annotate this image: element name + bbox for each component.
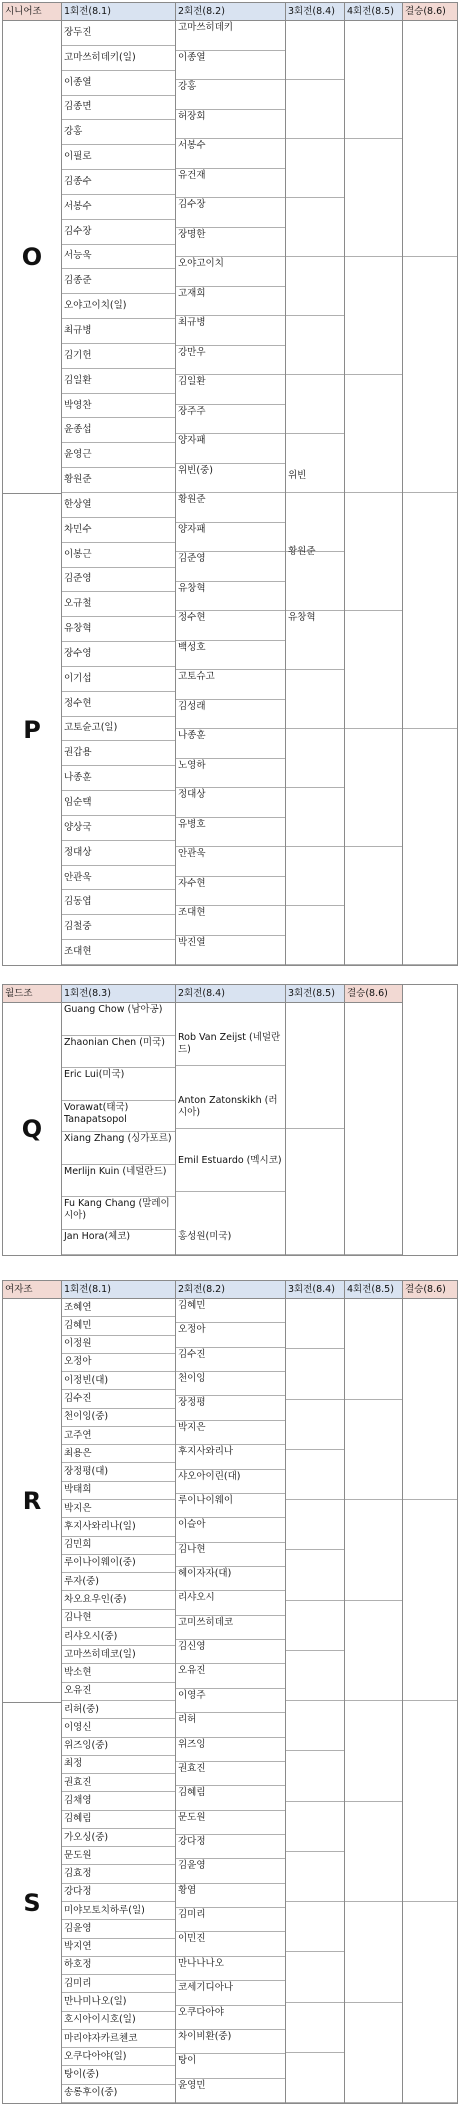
bracket-cell bbox=[286, 847, 344, 906]
player-cell: 위빈 bbox=[288, 470, 307, 482]
bracket-cell bbox=[286, 1601, 344, 1651]
player-cell: 김혜림 bbox=[62, 1811, 175, 1829]
player-cell: 강다정 bbox=[176, 1835, 285, 1859]
player-cell: 하호정 bbox=[62, 1957, 175, 1975]
group-r-label: R bbox=[22, 1486, 42, 1515]
player-cell: 후지사와리나 bbox=[176, 1445, 285, 1469]
player-cell: 샤오아이린(대) bbox=[176, 1470, 285, 1494]
women-final-header: 결승(8.6) bbox=[403, 1281, 457, 1299]
player-cell: 정대상 bbox=[176, 788, 285, 818]
player-cell: 후지사와리나(일) bbox=[62, 1518, 175, 1536]
senior-round2-column bbox=[176, 21, 286, 965]
player-cell: 김미리 bbox=[176, 1908, 285, 1932]
player-cell: 문도원 bbox=[176, 1811, 285, 1835]
player-cell: 김동엽 bbox=[62, 890, 175, 915]
player-cell: 박지은 bbox=[62, 1500, 175, 1518]
player-cell: 김윤영 bbox=[176, 1859, 285, 1883]
player-cell: 권효진 bbox=[176, 1762, 285, 1786]
player-cell: 유창혁 bbox=[176, 582, 285, 612]
player-cell: 김신영 bbox=[176, 1640, 285, 1664]
women-table bbox=[2, 1280, 458, 2104]
player-cell: 유창혁 bbox=[288, 612, 316, 623]
player-cell: 권갑용 bbox=[62, 741, 175, 766]
player-cell: 위즈잉 bbox=[176, 1738, 285, 1762]
women-final-column bbox=[403, 1299, 457, 2103]
player-cell: 송롱후이(중) bbox=[62, 2085, 175, 2103]
women-round1-column bbox=[62, 1299, 176, 2103]
player-cell: 이필로 bbox=[62, 145, 175, 170]
player-cell: 만나나나오 bbox=[176, 1957, 285, 1981]
bracket-cell bbox=[286, 729, 344, 788]
group-r-cell bbox=[3, 1299, 62, 1703]
player-cell: 장두진 bbox=[62, 21, 175, 46]
player-cell: 마리야자카르첸코 bbox=[62, 2030, 175, 2048]
player-cell: 김일환 bbox=[62, 369, 175, 394]
bracket-cell bbox=[345, 21, 402, 139]
player-cell: Fu Kang Chang (말레이시아) bbox=[62, 1197, 175, 1230]
player-cell: 장명한 bbox=[176, 228, 285, 258]
player-cell: 박지은 bbox=[176, 1421, 285, 1445]
group-p-cell bbox=[3, 494, 62, 965]
player-cell: Emil Estuardo (멕시코) bbox=[178, 1155, 282, 1166]
bracket-cell bbox=[286, 1500, 344, 1550]
player-cell: 고재희 bbox=[176, 287, 285, 317]
player-cell: 강다정 bbox=[62, 1884, 175, 1902]
player-cell: 서봉수 bbox=[62, 195, 175, 220]
bracket-cell bbox=[345, 139, 402, 257]
bracket-cell bbox=[403, 257, 457, 493]
player-cell: 김수장 bbox=[62, 220, 175, 245]
player-cell: 김준영 bbox=[176, 552, 285, 582]
player-cell: 최정 bbox=[62, 1756, 175, 1774]
player-cell: 오정아 bbox=[176, 1323, 285, 1347]
bracket-cell bbox=[286, 2003, 344, 2053]
player-cell: 강홍 bbox=[62, 120, 175, 145]
player-cell: 고미쓰히데코 bbox=[176, 1616, 285, 1640]
women-round4-column bbox=[345, 1299, 403, 2103]
player-cell: 장수영 bbox=[62, 642, 175, 667]
player-cell: 차이비환(중) bbox=[176, 2030, 285, 2054]
women-r2-header: 2회전(8.2) bbox=[176, 1281, 286, 1299]
player-cell: 고마쓰히데코(일) bbox=[62, 1646, 175, 1664]
player-cell: 미야모토치하루(일) bbox=[62, 1902, 175, 1920]
bracket-cell bbox=[286, 316, 344, 375]
bracket-cell bbox=[345, 1601, 402, 1702]
player-cell: 강만우 bbox=[176, 346, 285, 376]
world-r3-header: 3회전(8.5) bbox=[286, 985, 345, 1003]
player-cell: 이기섭 bbox=[62, 667, 175, 692]
senior-title: 시니어조 bbox=[3, 3, 62, 21]
player-cell: 김수진 bbox=[62, 1390, 175, 1408]
player-cell: 탕이 bbox=[176, 2054, 285, 2078]
player-cell: 장주주 bbox=[176, 405, 285, 435]
player-cell: 김미리 bbox=[62, 1975, 175, 1993]
player-cell: Vorawat(태국) Tanapatsopol bbox=[62, 1101, 175, 1133]
bracket-cell bbox=[286, 1651, 344, 1701]
player-cell: 황원준 bbox=[176, 493, 285, 523]
bracket-cell bbox=[286, 906, 344, 965]
player-cell: Rob Van Zeijst (네덜란드) bbox=[178, 1032, 281, 1055]
player-cell: 윤영근 bbox=[62, 443, 175, 468]
group-q-cell bbox=[3, 1003, 62, 1255]
senior-r3-header: 3회전(8.4) bbox=[286, 3, 345, 21]
bracket-cell bbox=[345, 1500, 402, 1601]
bracket-cell bbox=[286, 670, 344, 729]
player-cell: Guang Chow (남아공) bbox=[62, 1003, 175, 1036]
senior-table bbox=[2, 2, 458, 966]
senior-final-header: 결승(8.6) bbox=[403, 3, 457, 21]
player-cell: 장정평(대) bbox=[62, 1463, 175, 1481]
bracket-cell bbox=[403, 1701, 457, 1902]
women-title: 여자조 bbox=[3, 1281, 62, 1299]
player-cell: 고토슈고 bbox=[176, 670, 285, 700]
bracket-cell bbox=[403, 1500, 457, 1701]
player-cell: 정수현 bbox=[62, 692, 175, 717]
bracket-cell bbox=[345, 257, 402, 375]
player-cell: 김혜민 bbox=[176, 1299, 285, 1323]
senior-final-column bbox=[403, 21, 457, 965]
player-cell: 김나현 bbox=[62, 1610, 175, 1628]
player-cell: 리샤오시(중) bbox=[62, 1628, 175, 1646]
bracket-cell bbox=[345, 1802, 402, 1903]
bracket-cell bbox=[286, 1003, 344, 1129]
bracket-cell bbox=[345, 1400, 402, 1501]
player-cell: 리샤오시 bbox=[176, 1591, 285, 1615]
player-cell: 황원준 bbox=[62, 468, 175, 493]
world-final-column bbox=[345, 1003, 403, 1255]
player-cell: 이슬아 bbox=[176, 1518, 285, 1542]
player-cell: 임순택 bbox=[62, 791, 175, 816]
player-cell: 강홍 bbox=[176, 80, 285, 110]
women-r4-header: 4회전(8.5) bbox=[345, 1281, 403, 1299]
women-round2-column bbox=[176, 1299, 286, 2103]
world-round2-column bbox=[176, 1003, 286, 1255]
women-round3-column bbox=[286, 1299, 345, 2103]
player-cell: 이정빈(대) bbox=[62, 1372, 175, 1390]
player-cell: 나종훈 bbox=[62, 766, 175, 791]
bracket-cell bbox=[345, 847, 402, 965]
bracket-cell bbox=[286, 1701, 344, 1751]
player-cell: 오유진 bbox=[62, 1683, 175, 1701]
bracket-cell bbox=[286, 375, 344, 434]
senior-r2-header: 2회전(8.2) bbox=[176, 3, 286, 21]
player-cell: 안관욱 bbox=[62, 866, 175, 891]
player-cell: 김준영 bbox=[62, 568, 175, 593]
player-cell: 탕이(중) bbox=[62, 2066, 175, 2084]
player-cell: 윤종섭 bbox=[62, 418, 175, 443]
player-cell: Xiang Zhang (싱가포르) bbox=[62, 1132, 175, 1165]
player-cell: 조대현 bbox=[176, 906, 285, 936]
player-cell: 오야고이치 bbox=[176, 257, 285, 287]
world-r2-header: 2회전(8.4) bbox=[176, 985, 286, 1003]
player-cell: 자수현 bbox=[176, 877, 285, 907]
bracket-cell bbox=[286, 1802, 344, 1852]
player-cell: 김성래 bbox=[176, 700, 285, 730]
player-cell: 김기헌 bbox=[62, 344, 175, 369]
player-cell: 오야고이치(일) bbox=[62, 294, 175, 319]
player-cell: 김일환 bbox=[176, 375, 285, 405]
world-empty-header bbox=[403, 985, 457, 1003]
player-cell: Anton Zatonskikh (러시아) bbox=[178, 1095, 278, 1118]
bracket-cell bbox=[286, 552, 344, 611]
bracket-cell bbox=[286, 1349, 344, 1399]
player-cell: 김혜림 bbox=[176, 1786, 285, 1810]
player-cell: 김수진 bbox=[176, 1348, 285, 1372]
world-table bbox=[2, 984, 458, 1256]
player-cell: 홍성원(미국) bbox=[178, 1231, 232, 1242]
player-cell: 오쿠다아야(일) bbox=[62, 2048, 175, 2066]
player-cell: 최규병 bbox=[176, 316, 285, 346]
player-cell: 위즈잉(중) bbox=[62, 1738, 175, 1756]
player-cell: 코세기디아나 bbox=[176, 1981, 285, 2005]
player-cell: 고토슌고(일) bbox=[62, 717, 175, 742]
player-cell: 고마쓰히데키 bbox=[176, 21, 285, 51]
player-cell: 윤영민 bbox=[176, 2079, 285, 2103]
player-cell: 김종수 bbox=[62, 170, 175, 195]
bracket-cell bbox=[286, 1299, 344, 1349]
bracket-cell bbox=[403, 21, 457, 257]
bracket-cell bbox=[286, 2053, 344, 2103]
bracket-cell bbox=[345, 493, 402, 611]
player-cell: 박소현 bbox=[62, 1664, 175, 1682]
player-cell: 차민수 bbox=[62, 518, 175, 543]
player-cell: 정대상 bbox=[62, 841, 175, 866]
bracket-cell bbox=[286, 257, 344, 316]
world-r1-header: 1회전(8.3) bbox=[62, 985, 176, 1003]
group-p-label: P bbox=[23, 715, 41, 744]
bracket-cell bbox=[345, 729, 402, 847]
senior-r1-header: 1회전(8.1) bbox=[62, 3, 176, 21]
bracket-cell bbox=[403, 1902, 457, 2103]
senior-round4-column bbox=[345, 21, 403, 965]
player-cell: 리허 bbox=[176, 1713, 285, 1737]
player-cell: 김수장 bbox=[176, 198, 285, 228]
player-cell: 고주연 bbox=[62, 1427, 175, 1445]
bracket-cell bbox=[286, 1852, 344, 1902]
player-cell: 오규철 bbox=[62, 592, 175, 617]
group-o-label: O bbox=[21, 243, 43, 271]
player-cell: 황원준 bbox=[288, 545, 316, 557]
player-cell: 양자패 bbox=[176, 434, 285, 464]
player-cell: 노영하 bbox=[176, 759, 285, 789]
bracket-cell bbox=[286, 788, 344, 847]
player-cell: 문도원 bbox=[62, 1847, 175, 1865]
player-cell: 루이나이웨이 bbox=[176, 1494, 285, 1518]
bracket-cell bbox=[286, 139, 344, 198]
player-cell: 조혜연 bbox=[62, 1299, 175, 1317]
player-cell: Eric Lui(미국) bbox=[62, 1068, 175, 1101]
bracket-cell bbox=[345, 1902, 402, 2003]
bracket-cell bbox=[286, 80, 344, 139]
player-cell: 허장회 bbox=[176, 110, 285, 140]
player-cell: 나종훈 bbox=[176, 729, 285, 759]
player-cell: 이정원 bbox=[62, 1336, 175, 1354]
player-cell: 이봉근 bbox=[62, 543, 175, 568]
player-cell: 헤이자자(대) bbox=[176, 1567, 285, 1591]
bracket-cell bbox=[286, 434, 344, 493]
player-cell: 서봉수 bbox=[176, 139, 285, 169]
bracket-cell bbox=[286, 21, 344, 80]
women-r1-header: 1회전(8.1) bbox=[62, 1281, 176, 1299]
senior-round1-column bbox=[62, 21, 176, 965]
player-cell: 김나현 bbox=[176, 1543, 285, 1567]
player-cell: 김민희 bbox=[62, 1537, 175, 1555]
world-round3-column bbox=[286, 1003, 345, 1255]
player-cell: 조대현 bbox=[62, 940, 175, 965]
player-cell: 양상국 bbox=[62, 816, 175, 841]
player-cell: 루자(중) bbox=[62, 1573, 175, 1591]
player-cell: 천이잉(중) bbox=[62, 1409, 175, 1427]
senior-round3-column bbox=[286, 21, 345, 965]
world-round1-column bbox=[62, 1003, 176, 1255]
bracket-cell bbox=[403, 1299, 457, 1500]
player-cell: 가오싱(중) bbox=[62, 1829, 175, 1847]
player-cell: 이영주 bbox=[176, 1689, 285, 1713]
player-cell: 최규병 bbox=[62, 319, 175, 344]
group-s-label: S bbox=[23, 1889, 41, 1917]
player-cell: 김채영 bbox=[62, 1792, 175, 1810]
player-cell: 이민진 bbox=[176, 1932, 285, 1956]
player-cell: 유창혁 bbox=[62, 617, 175, 642]
player-cell: 차오요우인(중) bbox=[62, 1591, 175, 1609]
player-cell: 리허(중) bbox=[62, 1701, 175, 1719]
player-cell: 권효진 bbox=[62, 1774, 175, 1792]
group-s-cell bbox=[3, 1703, 62, 2103]
player-cell: 백성호 bbox=[176, 641, 285, 671]
player-cell: 이영신 bbox=[62, 1719, 175, 1737]
player-cell: 김종준 bbox=[62, 269, 175, 294]
player-cell: 안관욱 bbox=[176, 847, 285, 877]
bracket-cell bbox=[403, 729, 457, 965]
bracket-cell bbox=[286, 198, 344, 257]
player-cell: 최용은 bbox=[62, 1445, 175, 1463]
player-cell: 고마쓰히데키(일) bbox=[62, 46, 175, 71]
bracket-cell bbox=[286, 1129, 344, 1255]
player-cell: Zhaonian Chen (미국) bbox=[62, 1036, 175, 1068]
group-q-label: Q bbox=[21, 1115, 43, 1143]
bracket-cell bbox=[345, 375, 402, 493]
player-cell: 오정아 bbox=[62, 1354, 175, 1372]
player-cell: 정수현 bbox=[176, 611, 285, 641]
bracket-cell bbox=[286, 1550, 344, 1600]
player-cell: 유병호 bbox=[176, 818, 285, 848]
women-r3-header: 3회전(8.4) bbox=[286, 1281, 345, 1299]
player-cell: 박영찬 bbox=[62, 394, 175, 419]
player-cell: 박태희 bbox=[62, 1482, 175, 1500]
player-cell: Merlijn Kuin (네덜란드) bbox=[62, 1165, 175, 1197]
player-cell: 김혜민 bbox=[62, 1317, 175, 1335]
world-final-header: 결승(8.6) bbox=[345, 985, 403, 1003]
player-cell: 양자패 bbox=[176, 523, 285, 553]
bracket-cell bbox=[345, 1003, 402, 1255]
bracket-cell bbox=[345, 1701, 402, 1802]
player-cell: 김윤영 bbox=[62, 1920, 175, 1938]
player-cell: 한상열 bbox=[62, 493, 175, 518]
player-cell: 천이잉 bbox=[176, 1372, 285, 1396]
bracket-cell bbox=[345, 1299, 402, 1400]
player-cell: 이종열 bbox=[62, 71, 175, 96]
player-cell: 서능욱 bbox=[62, 245, 175, 270]
player-cell: 만나미나오(일) bbox=[62, 1993, 175, 2011]
group-o-cell bbox=[3, 21, 62, 494]
player-cell: 김종면 bbox=[62, 96, 175, 121]
player-cell: 장정평 bbox=[176, 1396, 285, 1420]
bracket-cell bbox=[286, 1450, 344, 1500]
bracket-cell bbox=[403, 493, 457, 729]
bracket-cell bbox=[345, 611, 402, 729]
player-cell: 김효정 bbox=[62, 1865, 175, 1883]
player-cell: Jan Hora(체코) bbox=[62, 1230, 175, 1256]
senior-r4-header: 4회전(8.5) bbox=[345, 3, 403, 21]
bracket-cell bbox=[286, 1902, 344, 1952]
player-cell: 위빈(중) bbox=[176, 464, 285, 494]
player-cell: 박지연 bbox=[62, 1939, 175, 1957]
bracket-cell bbox=[286, 1400, 344, 1450]
player-cell: 오쿠다아야 bbox=[176, 2006, 285, 2030]
bracket-cell bbox=[286, 1952, 344, 2002]
bracket-cell bbox=[286, 493, 344, 552]
player-cell: 박진열 bbox=[176, 936, 285, 966]
player-cell: 루이나이웨이(중) bbox=[62, 1555, 175, 1573]
bracket-cell bbox=[286, 1751, 344, 1801]
world-title: 월드조 bbox=[3, 985, 62, 1003]
player-cell: 호시아이시호(일) bbox=[62, 2012, 175, 2030]
player-cell: 이종열 bbox=[176, 51, 285, 81]
player-cell: 김철중 bbox=[62, 915, 175, 940]
player-cell: 오유진 bbox=[176, 1664, 285, 1688]
player-cell: 유건재 bbox=[176, 169, 285, 199]
bracket-cell bbox=[345, 2003, 402, 2104]
player-cell: 황염 bbox=[176, 1884, 285, 1908]
